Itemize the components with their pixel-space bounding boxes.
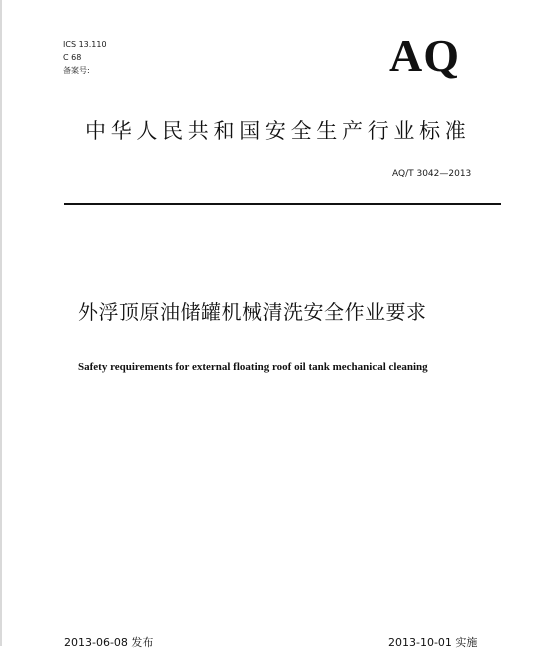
standard-code: AQ/T 3042—2013 (392, 169, 472, 179)
publish-date: 2013-06-08 发布 (64, 636, 154, 649)
page-left-edge (0, 0, 2, 646)
implement-date: 2013-10-01 实施 (388, 636, 478, 649)
standard-category-title: 中华人民共和国安全生产行业标准 (85, 119, 471, 143)
document-title-chinese: 外浮顶原油储罐机械清洗安全作业要求 (78, 300, 427, 324)
ics-code: ICS 13.110 (63, 40, 107, 49)
ccs-code: C 68 (63, 53, 82, 62)
header-divider (64, 203, 501, 205)
filing-number-label: 备案号: (63, 66, 90, 75)
aq-logo: AQ (389, 30, 460, 81)
classification-block (63, 38, 107, 77)
document-title-english: Safety requirements for external floating roof oil tank mechanical cleaning (78, 361, 428, 373)
